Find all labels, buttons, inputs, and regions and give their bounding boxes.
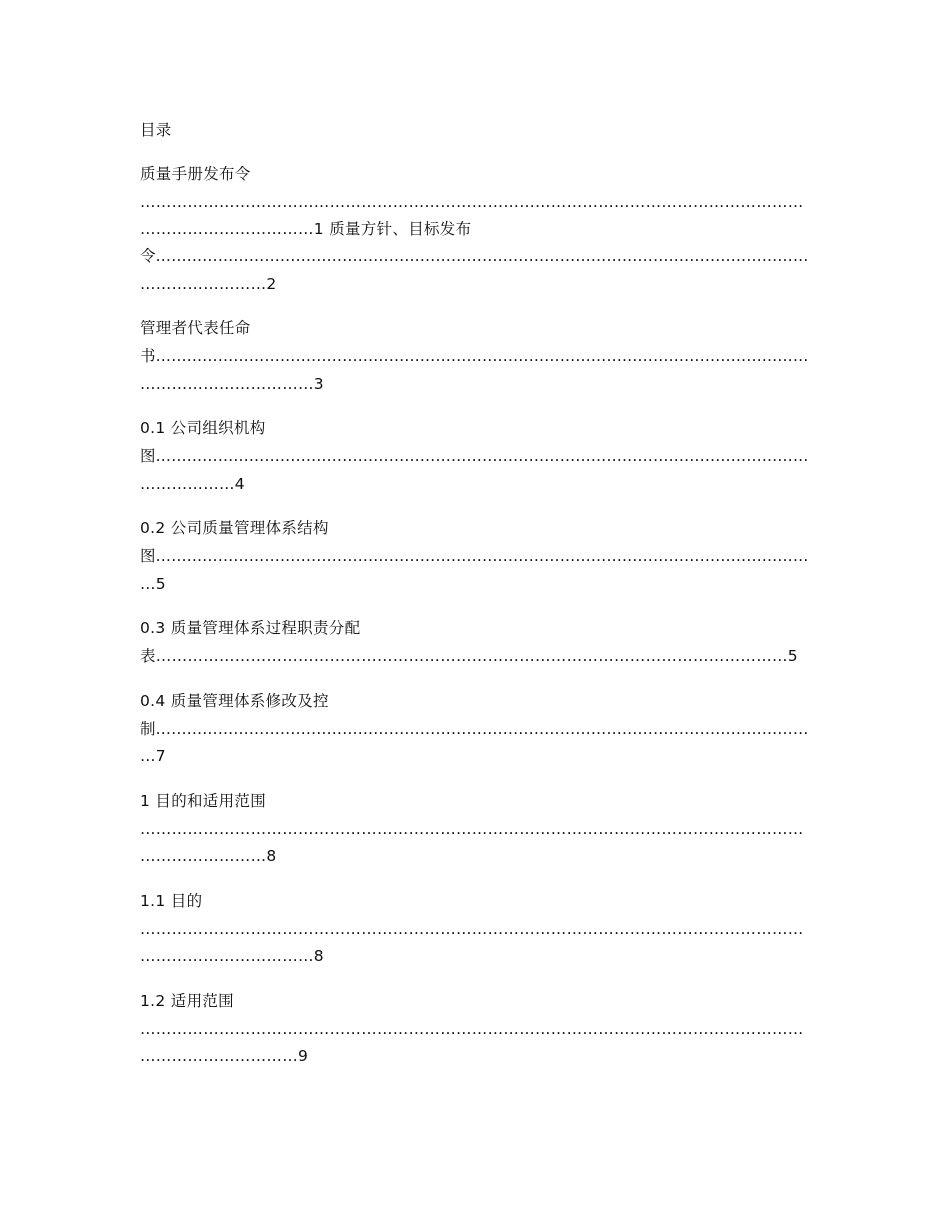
toc-line: …………………………9 — [140, 1047, 309, 1065]
toc-line: ……………………………1 质量方针、目标发布 — [140, 220, 472, 238]
toc-line: ……………………………………………………………………………………………………………… — [140, 193, 804, 211]
toc-line: 1 目的和适用范围 — [140, 792, 266, 810]
toc-line: 0.4 质量管理体系修改及控 — [140, 692, 329, 710]
toc-line: 1.1 目的 — [140, 892, 203, 910]
toc-line: ………………4 — [140, 475, 245, 493]
toc-line: 0.1 公司组织机构 — [140, 419, 266, 437]
toc-line: 图……………………………………………………………………………………………………………… — [140, 447, 809, 465]
toc-line: 0.2 公司质量管理体系结构 — [140, 519, 329, 537]
toc-line: ……………………………3 — [140, 375, 324, 393]
toc-line: 表…………………………………………………………………………………………………………5 — [140, 647, 798, 665]
toc-line: ……………………………………………………………………………………………………………… — [140, 920, 804, 938]
toc-line: 质量手册发布令 — [140, 165, 251, 183]
toc-line: ……………………………8 — [140, 947, 324, 965]
toc-heading: 目录 — [140, 121, 172, 139]
toc-line: 管理者代表任命 — [140, 319, 251, 337]
toc-line: 图……………………………………………………………………………………………………………… — [140, 547, 809, 565]
toc-line: ……………………………………………………………………………………………………………… — [140, 1020, 804, 1038]
toc-line: …5 — [140, 575, 166, 593]
toc-line: ……………………2 — [140, 275, 277, 293]
toc-line: 1.2 适用范围 — [140, 992, 234, 1010]
toc-line: 制……………………………………………………………………………………………………………… — [140, 720, 809, 738]
toc-line: …7 — [140, 747, 166, 765]
toc-line: ……………………8 — [140, 847, 277, 865]
toc-line: ……………………………………………………………………………………………………………… — [140, 820, 804, 838]
toc-line: 令……………………………………………………………………………………………………………… — [140, 247, 809, 265]
toc-line: 书……………………………………………………………………………………………………………… — [140, 347, 809, 365]
toc-line: 0.3 质量管理体系过程职责分配 — [140, 619, 361, 637]
